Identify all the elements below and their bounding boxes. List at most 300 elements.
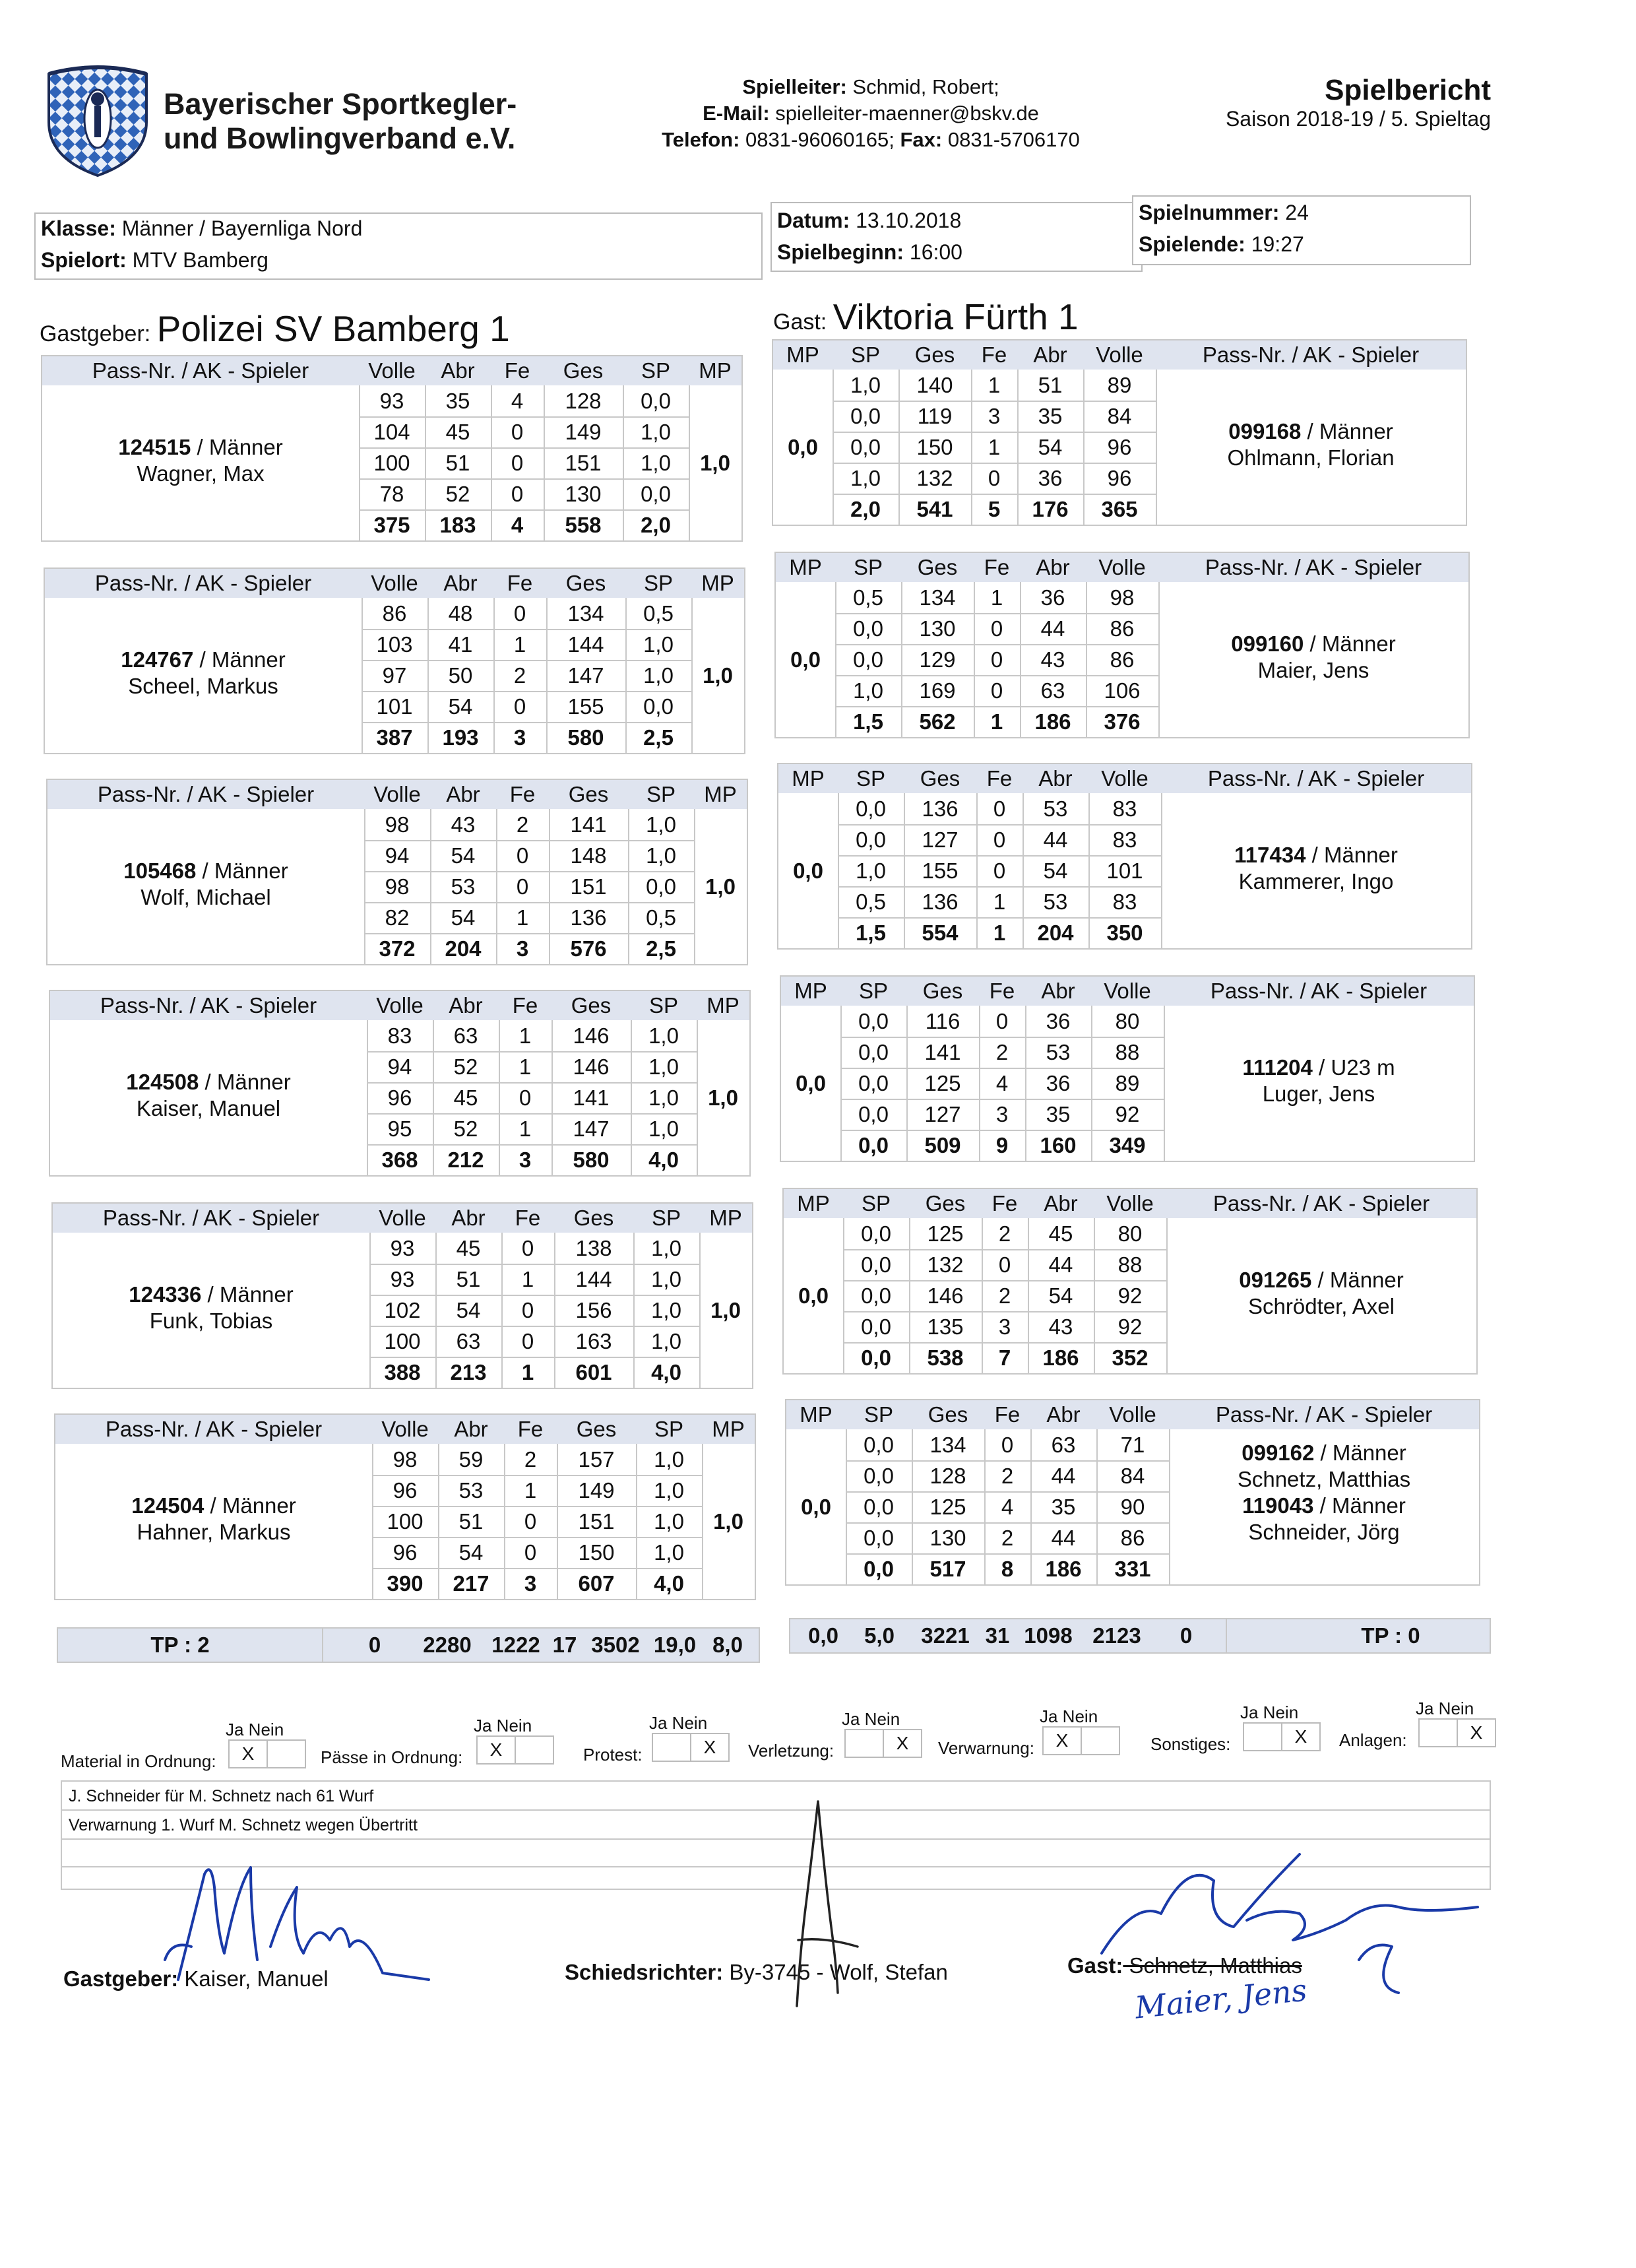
total-cell: 212 xyxy=(447,1148,484,1172)
pass-number: 124767 xyxy=(121,647,194,672)
score-cell: 3 xyxy=(988,404,1001,428)
guest-team xyxy=(773,296,1079,338)
score-cell: 0,5 xyxy=(853,585,883,610)
home-total-volle: 2280 xyxy=(423,1633,472,1657)
guest-sign-name: Schnetz, Matthias xyxy=(1123,1953,1302,1978)
column-header: SP xyxy=(641,358,671,383)
score-cell: 149 xyxy=(565,420,602,444)
score-cell: 4 xyxy=(995,1071,1009,1095)
score-cell: 0,0 xyxy=(864,1464,894,1488)
score-cell: 54 xyxy=(448,694,473,719)
score-cell: 97 xyxy=(382,663,407,688)
score-cell: 134 xyxy=(919,585,956,610)
column-header: SP xyxy=(643,571,674,595)
column-header: Abr xyxy=(1033,342,1067,367)
away-total-fe: 31 xyxy=(985,1623,1010,1648)
column-header: Abr xyxy=(441,358,475,383)
ja-nein-header: Ja Nein xyxy=(1416,1699,1474,1718)
column-header: Fe xyxy=(991,1191,1018,1215)
total-cell: 2,5 xyxy=(643,725,674,750)
score-cell: 0 xyxy=(524,1540,537,1565)
total-cell: 541 xyxy=(916,497,953,521)
score-cell: 0,0 xyxy=(856,827,886,852)
score-cell: 2 xyxy=(524,1447,537,1472)
score-cell: 144 xyxy=(567,632,604,657)
score-cell: 63 xyxy=(1040,678,1065,703)
age-class: / Männer xyxy=(1314,1441,1406,1465)
score-cell: 0 xyxy=(998,1252,1011,1277)
remark-line-1: J. Schneider für M. Schnetz nach 61 Wurf xyxy=(69,1787,374,1805)
score-cell: 127 xyxy=(924,1102,961,1126)
organization-name xyxy=(164,87,517,156)
score-cell: 156 xyxy=(575,1298,612,1322)
score-cell: 1,0 xyxy=(643,632,674,657)
home-tp: TP : 2 xyxy=(150,1633,210,1657)
home-total-abr: 1222 xyxy=(491,1633,540,1657)
total-cell: 186 xyxy=(1034,709,1071,734)
score-cell: 1,0 xyxy=(641,451,671,475)
score-cell: 0,0 xyxy=(858,1071,889,1095)
score-cell: 155 xyxy=(922,859,959,883)
column-header: Pass-Nr. / AK - Spieler xyxy=(105,1417,323,1441)
column-header: Volle xyxy=(371,571,418,595)
column-header: MP xyxy=(701,571,734,595)
score-cell: 157 xyxy=(578,1447,615,1472)
player-name: Kammerer, Ingo xyxy=(1238,869,1394,893)
score-cell: 45 xyxy=(456,1236,481,1260)
column-header: Pass-Nr. / AK - Spieler xyxy=(1215,1402,1433,1427)
referee-sign-name: By-3745 - Wolf, Stefan xyxy=(723,1960,948,1984)
check-label: Sonstiges: xyxy=(1150,1734,1231,1754)
total-cell: 372 xyxy=(379,936,416,961)
pass-number: 099160 xyxy=(1231,632,1304,656)
contact-value: 0831-96060165; xyxy=(739,128,900,151)
org-line-2: und Bowlingverband e.V. xyxy=(164,121,516,155)
game-number-box xyxy=(1132,195,1471,265)
age-class: / Männer xyxy=(193,647,286,672)
score-cell: 0 xyxy=(513,601,526,626)
column-header: Abr xyxy=(454,1417,488,1441)
column-header: Abr xyxy=(446,782,480,806)
player-info xyxy=(1169,1440,1479,1545)
score-cell: 1,0 xyxy=(651,1329,681,1353)
score-cell: 1 xyxy=(519,1023,532,1048)
spielort-label: Spielort: xyxy=(41,248,127,272)
column-header: Fe xyxy=(994,1402,1021,1427)
player-pass xyxy=(1169,1493,1479,1519)
score-cell: 0,0 xyxy=(853,647,883,672)
score-cell: 144 xyxy=(575,1267,612,1291)
total-cell: 3 xyxy=(519,1148,532,1172)
contact-phone xyxy=(607,127,1135,153)
column-header: Volle xyxy=(373,782,421,806)
age-class: / Männer xyxy=(1304,632,1396,656)
player-info xyxy=(45,647,362,699)
checkbox-nein[interactable]: X xyxy=(883,1729,922,1758)
score-cell: 54 xyxy=(451,905,476,930)
score-cell: 136 xyxy=(570,905,607,930)
total-cell: 387 xyxy=(376,725,413,750)
score-cell: 0 xyxy=(516,843,529,868)
score-cell: 41 xyxy=(448,632,473,657)
column-header: MP xyxy=(789,555,822,579)
column-header: SP xyxy=(856,766,886,791)
total-cell: 8 xyxy=(1001,1557,1014,1581)
score-cell: 48 xyxy=(448,601,473,626)
score-cell: 94 xyxy=(387,1054,412,1079)
score-cell: 86 xyxy=(1110,647,1135,672)
column-header: Abr xyxy=(1036,555,1070,579)
score-cell: 71 xyxy=(1120,1433,1145,1457)
column-header: Volle xyxy=(1109,1402,1156,1427)
column-header: Ges xyxy=(914,342,955,367)
score-cell: 0,0 xyxy=(646,874,676,899)
nummer-value: 24 xyxy=(1279,201,1309,224)
score-cell: 2 xyxy=(1001,1526,1014,1550)
score-cell: 104 xyxy=(373,420,410,444)
score-cell: 146 xyxy=(573,1054,610,1079)
player-pass xyxy=(55,1493,372,1519)
column-header: MP xyxy=(794,979,827,1003)
score-cell: 52 xyxy=(453,1054,478,1079)
score-cell: 54 xyxy=(458,1540,484,1565)
score-cell: 3 xyxy=(995,1102,1009,1126)
checkbox-ja[interactable]: X xyxy=(476,1735,516,1765)
score-cell: 125 xyxy=(927,1221,964,1246)
column-header: Abr xyxy=(1044,1191,1078,1215)
score-cell: 63 xyxy=(1051,1433,1076,1457)
score-cell: 36 xyxy=(1040,585,1065,610)
score-cell: 116 xyxy=(925,1009,960,1033)
score-cell: 80 xyxy=(1115,1009,1140,1033)
column-header: Fe xyxy=(509,782,536,806)
checkbox-nein[interactable]: X xyxy=(1281,1722,1321,1751)
away-player-table xyxy=(782,1188,1478,1375)
score-cell: 0 xyxy=(511,451,524,475)
player-name: Schneider, Jörg xyxy=(1248,1520,1400,1544)
score-cell: 84 xyxy=(1107,404,1132,428)
score-cell: 1 xyxy=(990,585,1003,610)
klasse-value: Männer / Bayernliga Nord xyxy=(115,216,363,240)
column-header: Abr xyxy=(1046,1402,1081,1427)
score-cell: 140 xyxy=(916,373,953,397)
player-info xyxy=(50,1069,367,1122)
player-pass xyxy=(1166,1267,1476,1293)
player-info xyxy=(1166,1267,1476,1320)
score-cell: 1,0 xyxy=(648,1117,679,1141)
column-header: Volle xyxy=(1098,555,1146,579)
column-header: SP xyxy=(648,993,679,1018)
score-cell: 94 xyxy=(385,843,410,868)
total-cell: 186 xyxy=(1042,1345,1079,1370)
age-class: / Männer xyxy=(1306,843,1398,867)
score-cell: 52 xyxy=(445,482,470,506)
column-header: Pass-Nr. / AK - Spieler xyxy=(97,782,315,806)
score-cell: 1,0 xyxy=(648,1085,679,1110)
total-cell: 204 xyxy=(1037,921,1074,945)
host-label: Gastgeber: xyxy=(40,321,151,346)
score-cell: 1,0 xyxy=(648,1054,679,1079)
checkbox-nein[interactable]: X xyxy=(690,1733,730,1762)
column-header: Ges xyxy=(576,1417,617,1441)
column-header: Pass-Nr. / AK - Spieler xyxy=(100,993,317,1018)
column-header: MP xyxy=(704,782,737,806)
score-cell: 0 xyxy=(993,827,1006,852)
player-info xyxy=(42,434,359,487)
away-player-table xyxy=(774,552,1470,738)
score-cell: 138 xyxy=(575,1236,612,1260)
home-player-table xyxy=(51,1202,753,1389)
column-header: Fe xyxy=(517,1417,544,1441)
checkbox-ja[interactable] xyxy=(1418,1718,1458,1747)
checkbox-nein[interactable] xyxy=(1081,1726,1120,1755)
score-cell: 0,0 xyxy=(856,796,886,821)
datum-label: Datum: xyxy=(777,209,850,232)
contact-label: Spielleiter: xyxy=(742,75,847,98)
checkbox-ja[interactable] xyxy=(652,1733,691,1762)
score-cell: 106 xyxy=(1104,678,1141,703)
away-total-volle: 2123 xyxy=(1092,1623,1141,1648)
score-cell: 1,0 xyxy=(856,859,886,883)
checkbox-ja[interactable] xyxy=(844,1729,884,1758)
pass-number: 119043 xyxy=(1242,1493,1314,1518)
score-cell: 0 xyxy=(511,420,524,444)
check-label: Pässe in Ordnung: xyxy=(321,1747,463,1767)
checkbox-nein[interactable] xyxy=(267,1739,306,1768)
referee-sign-label: Schiedsrichter: xyxy=(565,1960,724,1984)
column-header: MP xyxy=(797,1191,830,1215)
check-label: Verwarnung: xyxy=(938,1738,1034,1758)
ende-value: 19:27 xyxy=(1245,232,1304,256)
match-points: 1,0 xyxy=(710,1298,741,1322)
score-cell: 1 xyxy=(988,373,1001,397)
score-cell: 1,0 xyxy=(850,373,881,397)
score-cell: 1,0 xyxy=(654,1478,684,1503)
score-cell: 0,0 xyxy=(864,1526,894,1550)
player-name: Maier, Jens xyxy=(1257,658,1369,682)
score-cell: 88 xyxy=(1115,1040,1140,1064)
score-cell: 96 xyxy=(393,1478,418,1503)
checkbox-nein[interactable] xyxy=(515,1735,554,1765)
score-cell: 96 xyxy=(1107,466,1132,490)
score-cell: 146 xyxy=(573,1023,610,1048)
total-cell: 517 xyxy=(929,1557,966,1581)
total-cell: 2,0 xyxy=(850,497,881,521)
total-cell: 160 xyxy=(1040,1133,1077,1157)
beginn-label: Spielbeginn: xyxy=(777,240,904,264)
score-cell: 53 xyxy=(1046,1040,1071,1064)
score-cell: 1 xyxy=(524,1478,537,1503)
score-cell: 44 xyxy=(1051,1526,1076,1550)
age-class: / Männer xyxy=(1313,1493,1406,1518)
checkbox-nein[interactable]: X xyxy=(1457,1718,1496,1747)
contact-value: 0831-5706170 xyxy=(942,128,1080,151)
score-cell: 132 xyxy=(927,1252,964,1277)
score-cell: 2 xyxy=(995,1040,1009,1064)
score-cell: 127 xyxy=(922,827,959,852)
column-header: Volle xyxy=(1106,1191,1154,1215)
match-points: 1,0 xyxy=(700,451,730,475)
total-cell: 350 xyxy=(1106,921,1143,945)
score-cell: 83 xyxy=(387,1023,412,1048)
away-player-table xyxy=(780,975,1475,1162)
total-cell: 213 xyxy=(450,1360,487,1384)
score-cell: 1 xyxy=(516,905,529,930)
player-name: Wolf, Michael xyxy=(141,885,271,909)
score-cell: 0,5 xyxy=(646,905,676,930)
match-points: 1,0 xyxy=(708,1085,738,1110)
score-cell: 134 xyxy=(929,1433,966,1457)
player-pass xyxy=(1158,631,1468,657)
checkbox-ja[interactable]: X xyxy=(228,1739,268,1768)
total-cell: 607 xyxy=(578,1571,615,1596)
player-info xyxy=(55,1493,372,1545)
score-cell: 1 xyxy=(521,1267,534,1291)
score-cell: 1,0 xyxy=(651,1236,681,1260)
ende-label: Spielende: xyxy=(1139,232,1245,256)
score-cell: 130 xyxy=(929,1526,966,1550)
total-cell: 4,0 xyxy=(654,1571,684,1596)
score-cell: 93 xyxy=(379,389,404,413)
column-header: Ges xyxy=(928,1402,968,1427)
score-cell: 93 xyxy=(390,1236,415,1260)
klasse-label: Klasse: xyxy=(41,216,116,240)
beginn-value: 16:00 xyxy=(904,240,962,264)
contact-label: E-Mail: xyxy=(703,102,770,125)
column-header: Pass-Nr. / AK - Spieler xyxy=(92,358,309,383)
player-info xyxy=(47,858,364,911)
column-header: MP xyxy=(792,766,825,791)
score-cell: 0,0 xyxy=(858,1009,889,1033)
score-cell: 86 xyxy=(1110,616,1135,641)
player-pass xyxy=(1161,842,1471,868)
score-cell: 0 xyxy=(990,647,1003,672)
score-cell: 45 xyxy=(453,1085,478,1110)
column-header: Ges xyxy=(925,1191,966,1215)
total-cell: 352 xyxy=(1112,1345,1148,1370)
home-total-mp-loss: 0 xyxy=(368,1633,381,1657)
match-points: 0,0 xyxy=(798,1283,829,1308)
score-cell: 0,5 xyxy=(643,601,674,626)
score-cell: 103 xyxy=(376,632,413,657)
age-class: / Männer xyxy=(1301,419,1393,443)
player-pass xyxy=(45,647,362,673)
pass-number: 117434 xyxy=(1234,843,1306,867)
score-cell: 150 xyxy=(578,1540,615,1565)
check-label: Material in Ordnung: xyxy=(61,1751,216,1771)
player-pass xyxy=(50,1069,367,1095)
total-cell: 601 xyxy=(575,1360,612,1384)
score-cell: 0,0 xyxy=(853,616,883,641)
score-cell: 1,0 xyxy=(651,1267,681,1291)
score-cell: 98 xyxy=(385,812,410,837)
host-name: Polizei SV Bamberg 1 xyxy=(156,308,510,349)
column-header: SP xyxy=(858,979,889,1003)
score-cell: 119 xyxy=(917,404,953,428)
score-cell: 0,0 xyxy=(864,1495,894,1519)
score-cell: 92 xyxy=(1115,1102,1140,1126)
column-header: Ges xyxy=(917,555,958,579)
age-class: / Männer xyxy=(1311,1268,1404,1292)
checkbox-ja[interactable]: X xyxy=(1042,1726,1082,1755)
score-cell: 1 xyxy=(519,1117,532,1141)
away-total-sp: 5,0 xyxy=(864,1623,895,1648)
date-box xyxy=(771,202,1143,272)
score-cell: 63 xyxy=(456,1329,481,1353)
home-totals-row xyxy=(57,1627,760,1663)
spielort-value: MTV Bamberg xyxy=(126,248,268,272)
check-label: Anlagen: xyxy=(1339,1730,1407,1750)
score-cell: 84 xyxy=(1120,1464,1145,1488)
score-cell: 1 xyxy=(513,632,526,657)
column-header: Volle xyxy=(1101,766,1148,791)
player-info xyxy=(1164,1054,1474,1107)
score-cell: 53 xyxy=(458,1478,484,1503)
score-cell: 141 xyxy=(573,1085,610,1110)
score-cell: 53 xyxy=(451,874,476,899)
score-cell: 155 xyxy=(567,694,604,719)
match-points: 0,0 xyxy=(788,435,818,459)
match-points: 0,0 xyxy=(796,1071,826,1095)
player-name: Kaiser, Manuel xyxy=(136,1096,281,1120)
score-cell: 148 xyxy=(570,843,607,868)
score-cell: 0,0 xyxy=(858,1102,889,1126)
score-cell: 43 xyxy=(451,812,476,837)
checkbox-ja[interactable] xyxy=(1243,1722,1282,1751)
report-heading xyxy=(1121,74,1491,131)
score-cell: 83 xyxy=(1112,890,1137,914)
away-tp: TP : 0 xyxy=(1361,1623,1420,1648)
contact-leader xyxy=(607,74,1135,100)
score-cell: 0 xyxy=(516,874,529,899)
score-cell: 100 xyxy=(384,1329,421,1353)
score-cell: 86 xyxy=(382,601,407,626)
score-cell: 4 xyxy=(511,389,524,413)
score-cell: 1,0 xyxy=(643,663,674,688)
player-pass xyxy=(53,1281,369,1308)
score-cell: 54 xyxy=(1038,435,1063,459)
score-cell: 1,0 xyxy=(646,812,676,837)
host-sign-label: Gastgeber: xyxy=(63,1966,179,1991)
column-header: Volle xyxy=(368,358,416,383)
score-cell: 78 xyxy=(379,482,404,506)
home-player-table xyxy=(49,990,751,1177)
ja-nein-header: Ja Nein xyxy=(1040,1706,1098,1726)
score-cell: 35 xyxy=(1038,404,1063,428)
player-name: Wagner, Max xyxy=(137,461,265,486)
column-header: Volle xyxy=(1096,342,1143,367)
total-cell: 376 xyxy=(1104,709,1141,734)
score-cell: 0,0 xyxy=(861,1221,891,1246)
class-location-box xyxy=(34,212,763,280)
score-cell: 0,0 xyxy=(861,1283,891,1308)
score-cell: 128 xyxy=(929,1464,966,1488)
score-cell: 146 xyxy=(927,1283,964,1308)
ja-nein-header: Ja Nein xyxy=(1240,1702,1299,1722)
column-header: Fe xyxy=(507,571,533,595)
column-header: SP xyxy=(861,1191,891,1215)
report-title: Spielbericht xyxy=(1325,74,1491,106)
score-cell: 59 xyxy=(458,1447,484,1472)
score-cell: 52 xyxy=(453,1117,478,1141)
score-cell: 54 xyxy=(1048,1283,1073,1308)
contact-block xyxy=(607,74,1135,153)
score-cell: 169 xyxy=(919,678,956,703)
score-cell: 129 xyxy=(919,647,956,672)
pass-number: 124508 xyxy=(126,1070,199,1094)
age-class: / Männer xyxy=(196,859,288,883)
column-header: Ges xyxy=(568,782,609,806)
